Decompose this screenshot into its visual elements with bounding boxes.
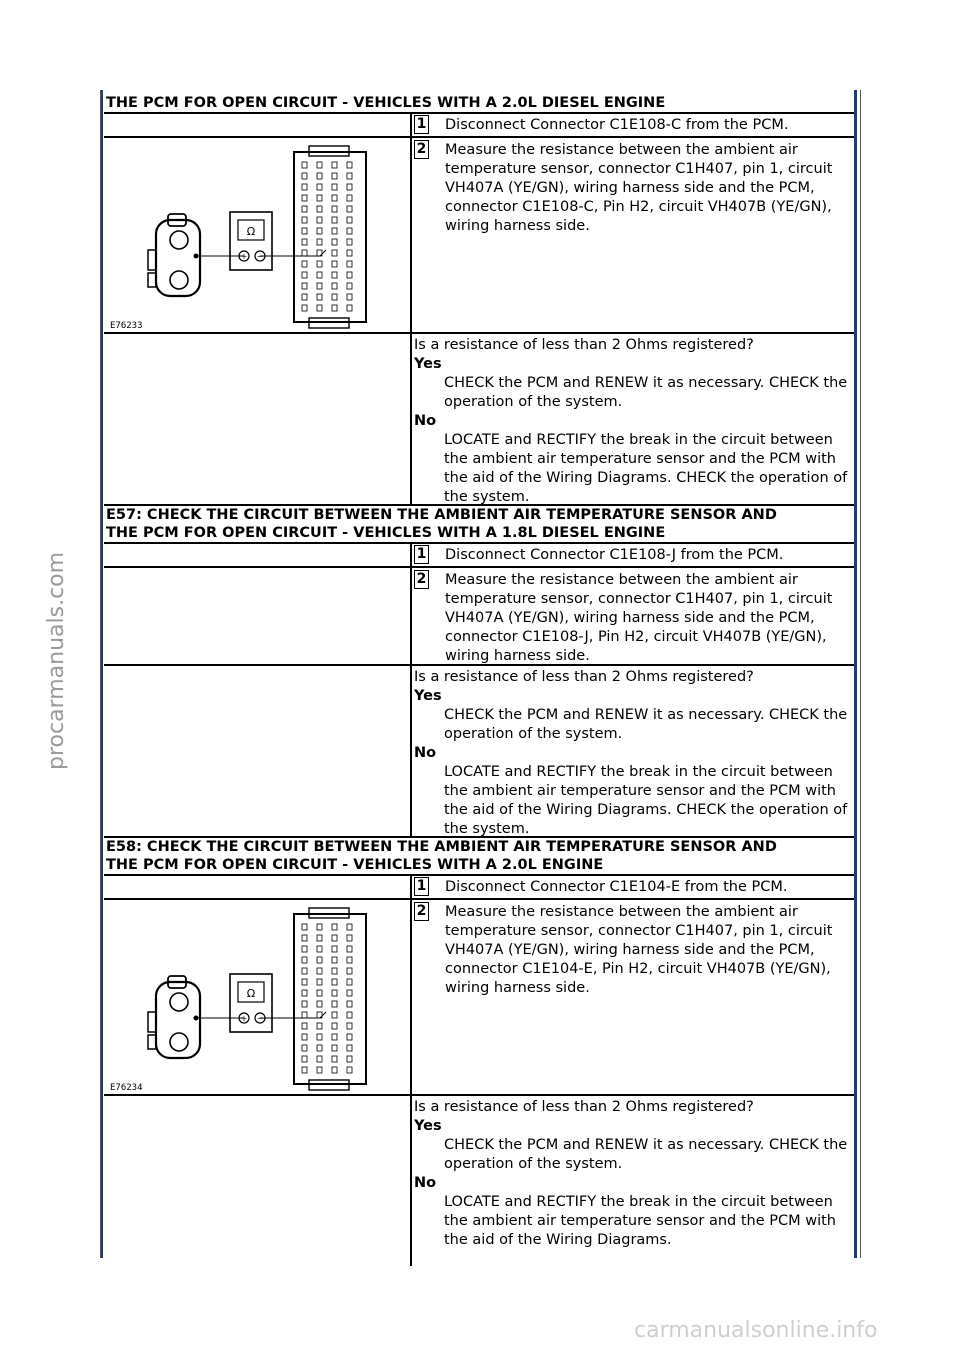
connector-pin (302, 1034, 307, 1040)
connector-pin (332, 217, 337, 223)
connector-pin (302, 1012, 307, 1018)
connector-pin (302, 206, 307, 212)
connector-pin (332, 272, 337, 278)
step-text: Measure the resistance between the ambient air temperature sensor, connector C1H407, pin 1, circuit VH407A (YE/GN), wiring harness side and the PCM, connector C1E108-J, Pin H2, circuit VH407B (YE/GN), wiring harness side. (445, 572, 833, 664)
section-title-line2: THE PCM FOR OPEN CIRCUIT - VEHICLES WITH A 2.0L DIESEL ENGINE (106, 95, 666, 111)
no-action: LOCATE and RECTIFY the break in the circuit between the ambient air temperature sensor and the PCM with the aid of the Wiring Diagrams. CHECK the operation of the system. (444, 432, 848, 505)
connector-pin (317, 294, 322, 300)
connector-pin (332, 206, 337, 212)
figure-id: E76234 (110, 1083, 143, 1093)
connector-pin (347, 239, 352, 245)
step-text: Measure the resistance between the ambient air temperature sensor, connector C1H407, pin 1, circuit VH407A (YE/GN), wiring harness side and the PCM, connector C1E104-E, Pin H2, circuit VH407B (YE/GN), wiring harness side. (445, 904, 833, 996)
connector-pin (317, 924, 322, 930)
sensor-connector-icon (148, 976, 200, 1058)
connector-pin (302, 990, 307, 996)
connector-pin (347, 184, 352, 190)
connector-pin (332, 1012, 337, 1018)
connector-pin (332, 1045, 337, 1051)
section-title-line1: E57: CHECK THE CIRCUIT BETWEEN THE AMBIENT AIR TEMPERATURE SENSOR AND (106, 507, 777, 523)
connector-pin (332, 1034, 337, 1040)
procedure-table (104, 94, 854, 1266)
connector-pin (317, 217, 322, 223)
connector-pin (347, 1056, 352, 1062)
connector-pin (332, 305, 337, 311)
connector-pin (317, 1023, 322, 1029)
connector-pin (332, 1067, 337, 1073)
result-row (104, 1096, 854, 1266)
connector-pin (317, 272, 322, 278)
connector-pin (317, 1067, 322, 1073)
empty-cell (104, 334, 412, 504)
yes-label: Yes (414, 1118, 442, 1134)
empty-cell (104, 1096, 412, 1266)
connector-pin (347, 217, 352, 223)
connector-pin (317, 184, 322, 190)
section-title-e57 (104, 506, 854, 544)
connector-pin (347, 979, 352, 985)
step-number: 2 (414, 902, 429, 921)
connector-pin (347, 195, 352, 201)
step-row-1 (104, 544, 854, 568)
wiring-figure-cell (104, 138, 412, 332)
connector-pin (302, 294, 307, 300)
connector-pin (302, 162, 307, 168)
step-row-1 (104, 876, 854, 900)
step-row-2 (104, 138, 854, 334)
empty-cell (104, 544, 412, 566)
section-title-line2: THE PCM FOR OPEN CIRCUIT - VEHICLES WITH A 1.8L DIESEL ENGINE (106, 525, 666, 541)
connector-pin (302, 1067, 307, 1073)
connector-pin (347, 990, 352, 996)
connector-pin (302, 195, 307, 201)
connector-pin (332, 173, 337, 179)
step-number: 1 (414, 545, 429, 564)
connector-pin (347, 1012, 352, 1018)
ohm-symbol: Ω (246, 987, 256, 1000)
connector-pin (332, 162, 337, 168)
no-label: No (414, 413, 437, 429)
bottom-watermark: carmanualsonline.info (634, 1318, 878, 1343)
connector-pin (332, 1023, 337, 1029)
connector-pin (332, 946, 337, 952)
connector-pin (347, 946, 352, 952)
connector-pin (317, 195, 322, 201)
connector-pin (347, 1034, 352, 1040)
connector-pin (317, 162, 322, 168)
connector-pin (302, 1001, 307, 1007)
connector-pin (332, 990, 337, 996)
yes-action: CHECK the PCM and RENEW it as necessary. CHECK the operation of the system. (444, 1137, 848, 1172)
connector-pin (332, 935, 337, 941)
connector-pin (302, 272, 307, 278)
connector-pin (302, 979, 307, 985)
connector-pin (317, 1001, 322, 1007)
connector-pin (317, 283, 322, 289)
connector-pin (317, 173, 322, 179)
step-number: 2 (414, 570, 429, 589)
svg-text:+: + (240, 1014, 248, 1023)
section-title-line1: E58: CHECK THE CIRCUIT BETWEEN THE AMBIENT AIR TEMPERATURE SENSOR AND (106, 839, 777, 855)
svg-text:+: + (240, 252, 248, 261)
question-text: Is a resistance of less than 2 Ohms registered? (414, 337, 754, 353)
connector-pin (302, 957, 307, 963)
connector-pin (347, 1023, 352, 1029)
result-row (104, 666, 854, 838)
right-rule-thin (860, 90, 861, 1258)
question-text: Is a resistance of less than 2 Ohms registered? (414, 1099, 754, 1115)
step-text: Disconnect Connector C1E108-C from the PCM. (445, 117, 789, 133)
multimeter-icon (230, 212, 272, 270)
connector-pin (317, 239, 322, 245)
connector-pin (317, 228, 322, 234)
empty-cell (104, 114, 412, 136)
connector-pin (332, 294, 337, 300)
connector-pin (302, 305, 307, 311)
no-action: LOCATE and RECTIFY the break in the circuit between the ambient air temperature sensor and the PCM with the aid of the Wiring Diagrams. CHECK the operation of the system. (444, 764, 848, 837)
step-row-1 (104, 114, 854, 138)
connector-pin (302, 924, 307, 930)
connector-pin (317, 206, 322, 212)
step-text: Disconnect Connector C1E104-E from the PCM. (445, 879, 788, 895)
connector-pin (302, 1023, 307, 1029)
connector-pin (347, 935, 352, 941)
no-label: No (414, 745, 437, 761)
step-row-2 (104, 568, 854, 666)
connector-pin (302, 946, 307, 952)
connector-pin (302, 217, 307, 223)
connector-pin (347, 957, 352, 963)
sensor-connector-icon (148, 214, 200, 296)
multimeter-icon (230, 974, 272, 1032)
side-watermark: procarmanuals.com (44, 551, 69, 770)
connector-pin (332, 239, 337, 245)
connector-pin (332, 1056, 337, 1062)
connector-pin (347, 162, 352, 168)
step-number: 1 (414, 877, 429, 896)
connector-pin (317, 957, 322, 963)
connector-pin (302, 1056, 307, 1062)
connector-pin (347, 968, 352, 974)
empty-cell (104, 568, 412, 664)
connector-pin (332, 968, 337, 974)
connector-pin (347, 305, 352, 311)
section-title-line2: THE PCM FOR OPEN CIRCUIT - VEHICLES WITH A 2.0L ENGINE (106, 857, 604, 873)
connector-pin (317, 946, 322, 952)
connector-pin (332, 1001, 337, 1007)
connector-pin (317, 979, 322, 985)
connector-pin (317, 935, 322, 941)
connector-pin (347, 1001, 352, 1007)
connector-pin (302, 283, 307, 289)
svg-text:−: − (256, 1014, 264, 1023)
connector-pin (302, 968, 307, 974)
connector-pin (302, 935, 307, 941)
connector-pin (347, 250, 352, 256)
connector-pin (317, 990, 322, 996)
connector-pin (302, 261, 307, 267)
connector-pin (347, 206, 352, 212)
connector-pin (347, 1067, 352, 1073)
connector-pin (317, 305, 322, 311)
connector-pin (302, 239, 307, 245)
section-title-e58 (104, 838, 854, 876)
step-number: 2 (414, 140, 429, 159)
ohm-symbol: Ω (246, 225, 256, 238)
question-text: Is a resistance of less than 2 Ohms registered? (414, 669, 754, 685)
connector-pin (302, 184, 307, 190)
connector-pin (302, 228, 307, 234)
yes-action: CHECK the PCM and RENEW it as necessary. CHECK the operation of the system. (444, 375, 848, 410)
step-row-2 (104, 900, 854, 1096)
step-number: 1 (414, 115, 429, 134)
result-row (104, 334, 854, 506)
connector-pin (302, 250, 307, 256)
pcm-connector-icon (294, 146, 366, 328)
no-label: No (414, 1175, 437, 1191)
connector-pin (347, 294, 352, 300)
wiring-figure (104, 138, 410, 332)
yes-action: CHECK the PCM and RENEW it as necessary. CHECK the operation of the system. (444, 707, 848, 742)
empty-cell (104, 876, 412, 898)
connector-pin (347, 283, 352, 289)
connector-pin (347, 272, 352, 278)
connector-pin (347, 173, 352, 179)
connector-pin (332, 283, 337, 289)
svg-text:−: − (256, 252, 264, 261)
connector-pin (332, 195, 337, 201)
wiring-figure (104, 900, 410, 1094)
yes-label: Yes (414, 688, 442, 704)
step-text: Disconnect Connector C1E108-J from the PCM. (445, 547, 784, 563)
connector-pin (332, 979, 337, 985)
connector-pin (332, 184, 337, 190)
connector-pin (317, 1056, 322, 1062)
connector-pin (302, 173, 307, 179)
yes-label: Yes (414, 356, 442, 372)
right-rule-thick (854, 90, 857, 1258)
connector-pin (317, 1034, 322, 1040)
connector-pin (332, 957, 337, 963)
figure-id: E76233 (110, 321, 143, 331)
left-rule-thick (101, 90, 103, 1258)
connector-pin (332, 924, 337, 930)
connector-pin (347, 261, 352, 267)
connector-pin (302, 1045, 307, 1051)
connector-pin (347, 924, 352, 930)
empty-cell (104, 666, 412, 836)
connector-pin (332, 250, 337, 256)
connector-pin (332, 261, 337, 267)
pcm-connector-icon (294, 908, 366, 1090)
section-title-e56 (104, 94, 854, 114)
connector-pin (332, 228, 337, 234)
wiring-figure-cell (104, 900, 412, 1094)
connector-pin (347, 1045, 352, 1051)
connector-pin (317, 1045, 322, 1051)
connector-pin (347, 228, 352, 234)
connector-pin (317, 968, 322, 974)
connector-pin (317, 261, 322, 267)
step-text: Measure the resistance between the ambient air temperature sensor, connector C1H407, pin 1, circuit VH407A (YE/GN), wiring harness side and the PCM, connector C1E108-C, Pin H2, circuit VH407B (YE/GN), wiring harness side. (445, 142, 833, 234)
no-action: LOCATE and RECTIFY the break in the circuit between the ambient air temperature sensor and the PCM with the aid of the Wiring Diagrams. (444, 1194, 836, 1248)
